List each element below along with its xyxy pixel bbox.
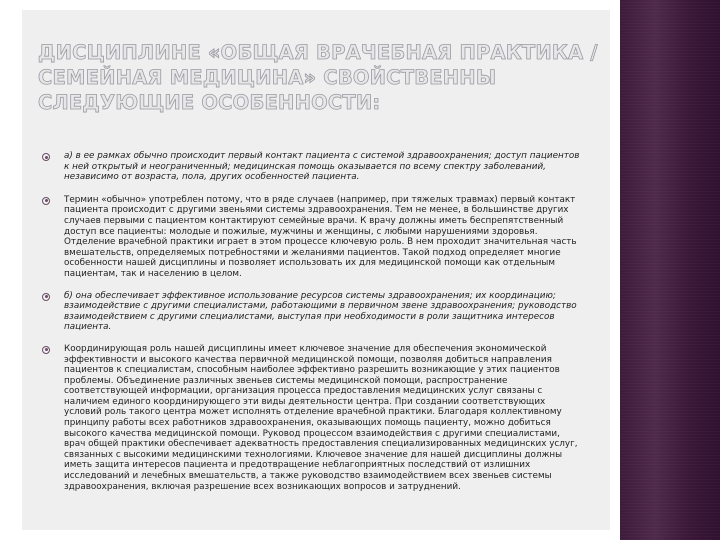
decorative-side-bar — [620, 0, 720, 540]
list-item — [42, 195, 582, 280]
bullet-text: б) она обеспечивает эффективное использование ресурсов системы здравоохранения; их координацию; взаимодействие с другими специалистами, работающими в первичном звене здравоохранения; руководство взаимодействием с другими специалистами, выступая при необходимости в роли защитника интересов пациента. — [64, 290, 577, 333]
bullet-circle-icon — [42, 293, 50, 301]
bullet-text: Термин «обычно» употреблен потому, что в ряде случаев (например, при тяжелых травмах) первый контакт пациента происходит с другими звеньями системы здравоохранения. Тем не менее, в большинстве других случаев первыми с пациентом контактируют семейные врачи. К врачу должны иметь беспрепятственный доступ все пациенты: молодые и пожилые, мужчины и женщины, с любыми нарушениями здоровья. Отделение врачебной практики играет в этом процессе ключевую роль. В нем проходит значительная часть вмешательств, определяемых потребностями и желаниями пациентов. Такой подход определяет многие особенности нашей дисциплины и позволяет использовать их для медицинской помощи как отдельным пациентам, так и населению в целом. — [64, 194, 577, 279]
list-item — [42, 151, 582, 183]
bullet-circle-icon — [42, 346, 50, 354]
list-item — [42, 291, 582, 333]
bullet-text: а) в ее рамках обычно происходит первый контакт пациента с системой здравоохранения; доступ пациентов к ней открытый и неограниченный; медицинская помощь оказывается по всему спектру заболеваний, независимо от возраста, пола, других особенностей пациента. — [64, 151, 580, 183]
bullet-text: Координирующая роль нашей дисциплины имеет ключевое значение для обеспечения экономической эффективности и высокого качества первичной медицинской помощи, позволяя добиться направления пациентов к специалистам, способным наиболее эффективно разрешить возникающие у этих пациентов проблемы. Объединение различных звеньев системы медицинской помощи, распространение соответствующей информации, организация процесса предоставления медицинских услуг связаны с наличием единого координирующего эти виды деятельности центра. При создании соответствующих условий роль такого центра может исполнять отделение врачебной практики. Благодаря коллективному принципу работы всех работников здравоохранения, оказывающих помощь пациенту, можно добиться высокого качества медицинской помощи. Руковод процессом взаимодействия с другими специалистами, врач общей практики обеспечивает адекватность предоставления специализированных медицинских услуг, связанных с высокими медицинскими технологиями. Ключевое значение для нашей дисциплины должны иметь защита интересов пациента и предотвращение неблагоприятных последствий от излишних исследований и лечебных вмешательств, а также руководство взаимодействием всех звеньев системы здравоохранения, включая разрешение всех возникающих вопросов и затруднений. — [64, 343, 578, 492]
slide-title: ДИСЦИПЛИНЕ «ОБЩАЯ ВРАЧЕБНАЯ ПРАКТИКА / СЕМЕЙНАЯ МЕДИЦИНА» СВОЙСТВЕННЫ СЛЕДУЮЩИЕ ОСОБЕННОСТИ: — [38, 41, 598, 114]
bullet-circle-icon — [42, 153, 50, 161]
bullet-list — [42, 151, 582, 492]
bullet-circle-icon — [42, 197, 50, 205]
list-item — [42, 344, 582, 492]
